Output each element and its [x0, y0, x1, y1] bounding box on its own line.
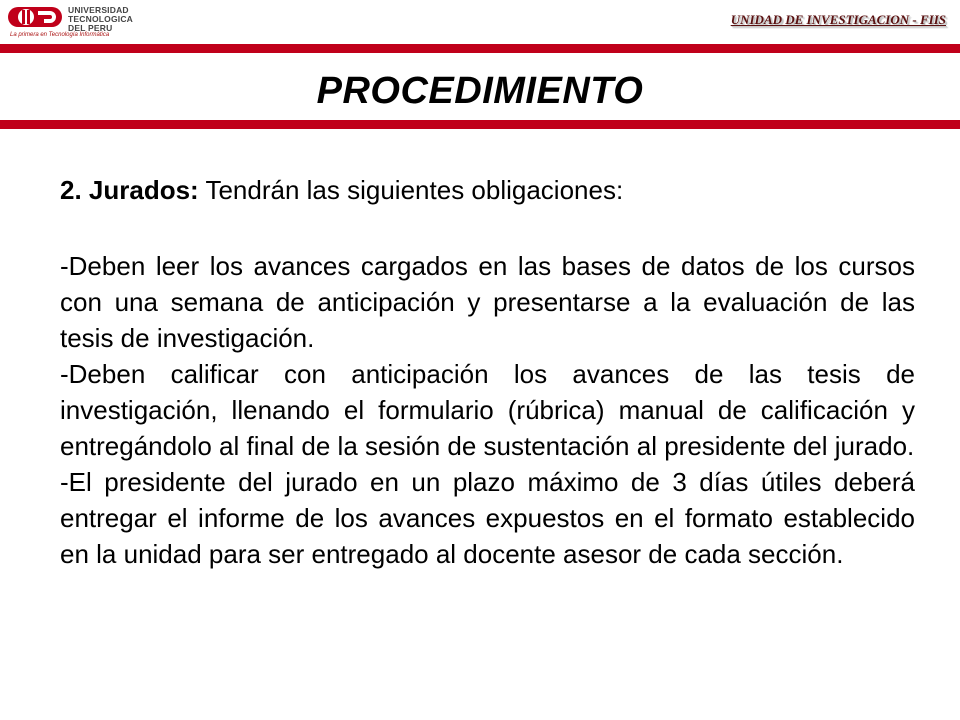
- university-name-line: UNIVERSIDAD: [68, 5, 129, 15]
- utp-emblem-icon: [8, 4, 64, 30]
- university-name-line: DEL PERU: [68, 23, 113, 33]
- unit-label: UNIDAD DE INVESTIGACION - FIIS: [730, 12, 946, 27]
- university-slogan: La primera en Tecnología Informática: [10, 32, 110, 38]
- slide-title: PROCEDIMIENTO: [316, 70, 644, 112]
- obligation-paragraph: -Deben leer los avances cargados en las bases de datos de los cursos con una semana de anticipación y presentarse a la evaluación de las tesis de investigación.: [60, 251, 915, 353]
- section-intro: Tendrán las siguientes obligaciones:: [198, 175, 624, 205]
- title-divider: [0, 120, 960, 129]
- university-logo: [8, 4, 168, 42]
- obligation-paragraph: -El presidente del jurado en un plazo máximo de 3 días útiles deberá entregar el informe de los avances expuestos en el formato establecido en la unidad para ser entregado al docente asesor de cada sección.: [60, 467, 915, 569]
- university-name: [68, 6, 133, 33]
- section-heading: [60, 172, 915, 208]
- obligation-paragraph: -Deben calificar con anticipación los avances de las tesis de investigación, llenando el formulario (rúbrica) manual de calificación y entregándolo al final de la sesión de sustentación al presidente del jurado.: [60, 359, 915, 461]
- slide-body: [60, 172, 915, 572]
- section-label: 2. Jurados:: [60, 175, 199, 205]
- header-divider: [0, 44, 960, 53]
- university-name-line: TECNOLOGICA: [68, 14, 134, 24]
